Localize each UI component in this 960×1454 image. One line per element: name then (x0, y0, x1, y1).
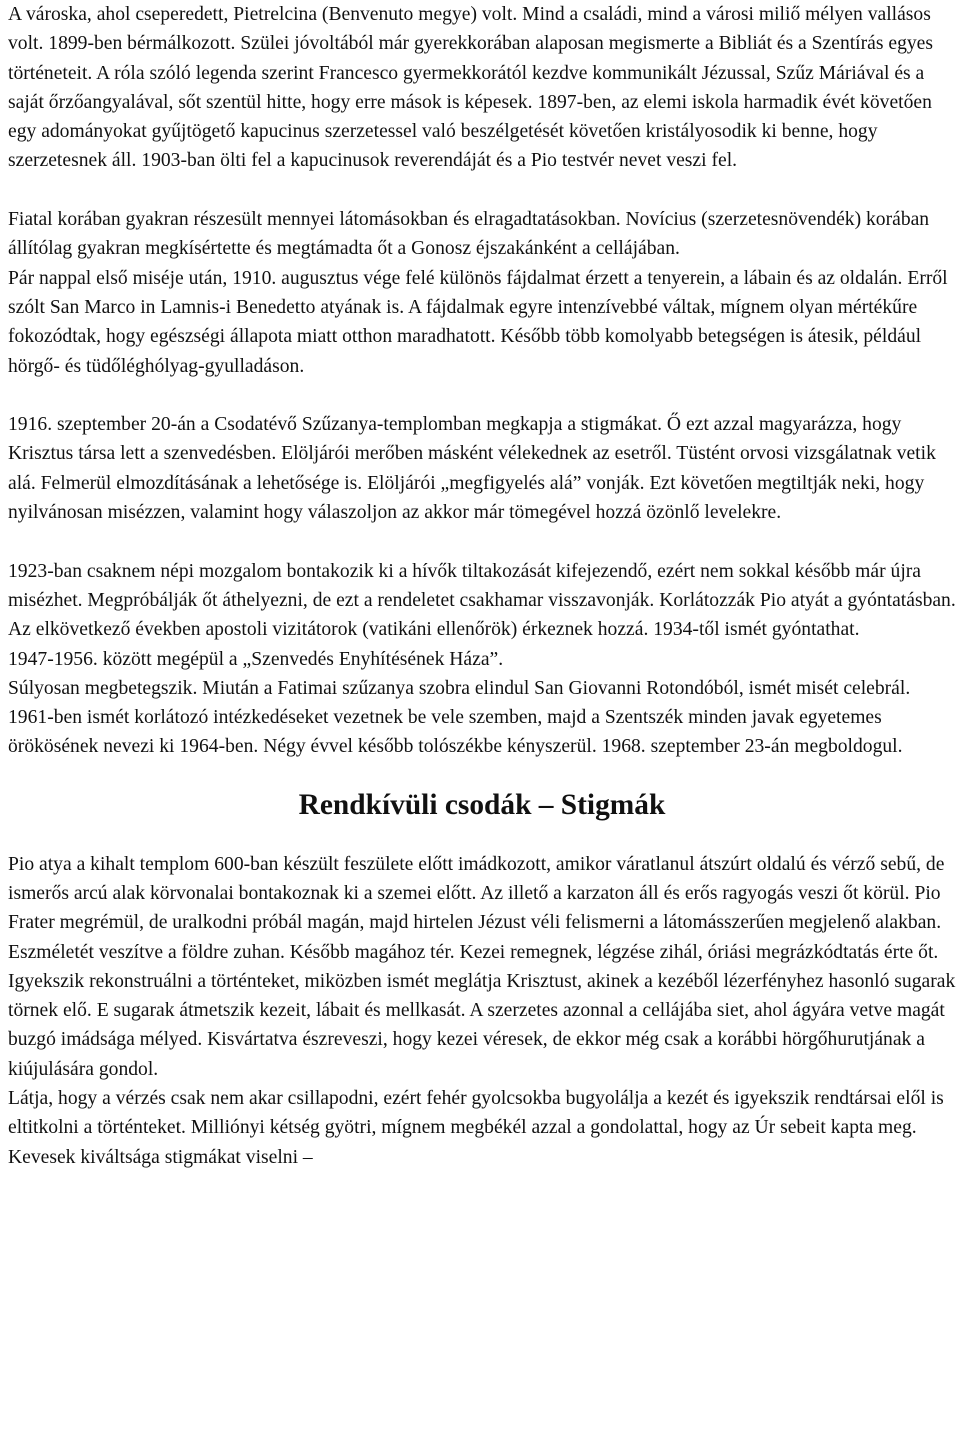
document-page (8, 0, 956, 1172)
paragraph-1923: 1923-ban csaknem népi mozgalom bontakozik ki a hívők tiltakozását kifejezendő, ezért nem sokkal később már újra misézhet. Megpróbálják őt áthelyezni, de ezt a rendeletet csakhamar visszavonják. Korlátozzák Pio atyát a gyóntatásban. Az elkövetkező években apostoli vizitátorok (vatikáni ellenőrök) érkeznek hozzá. 1934-től ismét gyóntathat. (8, 560, 956, 641)
paragraph-illness: Súlyosan megbetegszik. Miután a Fatimai szűzanya szobra elindul San Giovanni Rotondóból, ismét misét celebrál. 1961-ben ismét korlátozó intézkedéseket vezetnek be vele szemben, majd a Szentszék minden javak egyetemes örökösének nevezi ki 1964-ben. Négy évvel később tolószékbe kényszerül. 1968. szeptember 23-án megboldogul. (8, 677, 911, 758)
paragraph-gap (8, 527, 956, 556)
paragraph-1947: 1947-1956. között megépül a „Szenvedés Enyhítésének Háza”. (8, 648, 504, 670)
paragraph-stigmata-1916: 1916. szeptember 20-án a Csodatévő Szűzanya-templomban megkapja a stigmákat. Ő ezt azzal magyarázza, hogy Krisztus társa lett a szenvedésben. Elöljárói merőben másként vélekednek az esetről. Tüstént orvosi vizsgálatnak vetik alá. Felmerül elmozdításának a lehetősége is. Elöljárói „megfigyelés alá” vonják. Ezt követően megtiltják neki, hogy nyilvánosan misézzen, valamint hogy válaszoljon az akkor már tömegével hozzá özönlő levelekre. (8, 414, 936, 524)
paragraph-first-pains: Pár nappal első miséje után, 1910. augusztus vége felé különös fájdalmat érzett a tenyerein, a lábain és az oldalán. Erről szólt San Marco in Lamnis-i Benedetto atyának is. A fájdalmak egyre intenzívebbé váltak, mígnem olyan mértékűre fokozódtak, hogy egészségi állapota miatt otthon maradhatott. Később több komolyabb betegségen is átesik, például hörgő- és tüdőléghólyag-gyulladáson. (8, 267, 948, 377)
section-heading: Rendkívüli csodák – Stigmák (298, 789, 666, 822)
paragraph-gap (8, 381, 956, 410)
paragraph-gap (8, 820, 956, 849)
paragraph-bleeding: Látja, hogy a vérzés csak nem akar csillapodni, ezért fehér gyolcsokba bugyolálja a kezét és igyekszik rendtársai elől is eltitkolni a történteket. Milliónyi kétség gyötri, mígnem megbékél azzal a gondolattal, hogy az Úr sebeit kapta meg. Kevesek kiváltsága stigmákat viselni – (8, 1087, 944, 1168)
paragraph-visions: Fiatal korában gyakran részesült mennyei látomásokban és elragadtatásokban. Novícius (szerzetesnövendék) korában állítólag gyakran megkísértette és megtámadta őt a Gonosz éjszakánként a cellájában. (8, 209, 930, 260)
paragraph-vision-crucifix: Pio atya a kihalt templom 600-ban készült feszülete előtt imádkozott, amikor váratlanul átszúrt oldalú és vérző sebű, de ismerős arcú alak körvonalai bontakoznak ki a szemei előtt. Az illető a karzaton áll és erős ragyogás veszi őt körül. Pio Frater megrémül, de uralkodni próbál magán, majd hirtelen Jézust véli felismerni a látomásszerűen megjelenő alakban. Eszméletét veszítve a földre zuhan. Később magához tér. Kezei remegnek, légzése zihál, óriási megrázkódtatás érte őt. Igyekszik rekonstruálni a történteket, miközben ismét meglátja Krisztust, akinek a kezéből lézerfényhez hasonló sugarak törnek elő. E sugarak átmetszik kezeit, lábait és mellkasát. A szerzetes azonnal a cellájába siet, ahol ágyára vetve magát buzgó imádsága mélyed. Kisvártatva észreveszi, hogy kezei véresek, de ekkor még csak a korábbi hörgőhurutjának a kiújulására gondol. (8, 853, 956, 1080)
paragraph-childhood: A városka, ahol cseperedett, Pietrelcina (Benvenuto megye) volt. Mind a családi, mind a városi miliő mélyen vallásos volt. 1899-ben bérmálkozott. Szülei jóvoltából már gyerekkorában alaposan megismerte a Bibliát és a Szentírás egyes történeteit. A róla szóló legenda szerint Francesco gyermekkorától kezdve kommunikált Jézussal, Szűz Máriával és a saját őrzőangyalával, sőt szentül hitte, hogy erre mások is képesek. 1897-ben, az elemi iskola harmadik évét követően egy adományokat gyűjtögető kapucinus szerzetessel való beszélgetését követően kristályosodik ki benne, hogy szerzetesnek áll. 1903-ban ölti fel a kapucinusok reverendáját és a Pio testvér nevet veszi fel. (8, 4, 933, 172)
paragraph-gap (8, 176, 956, 205)
paragraph-gap (8, 762, 956, 791)
